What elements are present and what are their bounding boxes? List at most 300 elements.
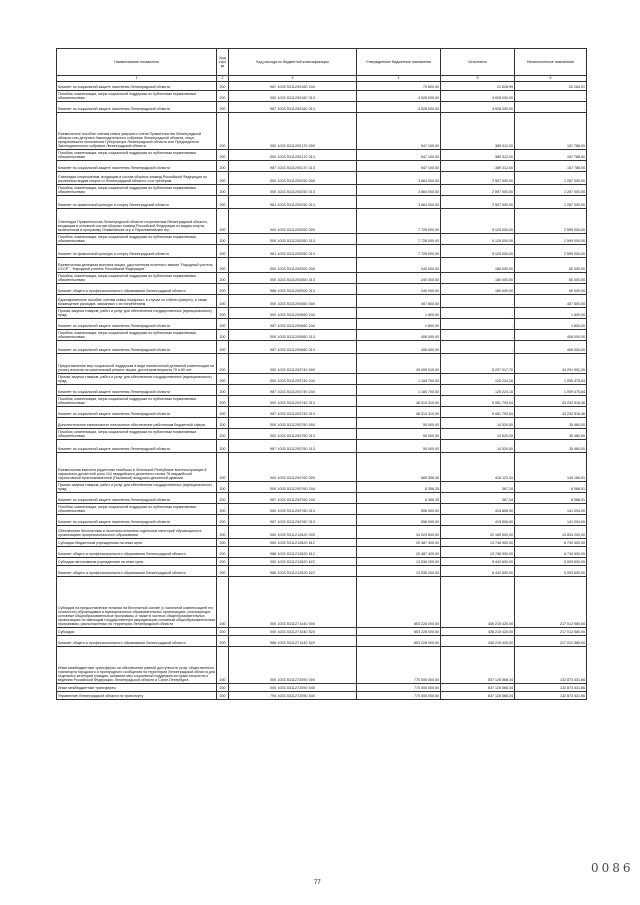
row-line-code: 200 — [217, 429, 229, 440]
row-approved-amount: 770 000 000,00 — [357, 647, 441, 684]
row-executed-amount: 180 000,00 — [441, 273, 515, 284]
row-line-code: 200 — [217, 113, 229, 150]
row-name: Обеспечение бесплатным и льготным питанием отдельных категорий обучающихся в организациях профессионального образования — [57, 526, 217, 539]
row-line-code: 200 — [217, 185, 229, 196]
row-executed-amount: 125 224,16 — [441, 374, 515, 385]
column-number: 3 — [229, 76, 357, 82]
row-approved-amount: 547 100,00 — [357, 113, 441, 150]
row-line-code: 200 — [217, 385, 229, 396]
row-expense-code: 986 1003 5311212620 612 — [229, 547, 357, 558]
column-number: 2 — [217, 76, 229, 82]
row-executed-amount: 8 442 600,00 — [441, 566, 515, 577]
row-unexecuted-amount: 1 059 475,84 — [515, 385, 587, 396]
row-name: Стипендия Правительства Ленинградской области спортсменам Ленинградской области, входящим в основной состав сборных команд Российской Федерации по видам спорта, включенным в программу Олимпийских игр и Паралимпийских игр — [57, 209, 217, 234]
row-expense-code: 000 1003 5311212620 612 — [229, 539, 357, 547]
row-unexecuted-amount: 157 788,00 — [515, 150, 587, 161]
row-name: Дополнительное ежемесячное пенсионное обеспечение работникам бюджетной сферы — [57, 418, 217, 429]
row-executed-amount: 14 520,00 — [441, 418, 515, 429]
row-unexecuted-amount: - — [515, 102, 587, 113]
row-line-code: 200 — [217, 319, 229, 330]
row-unexecuted-amount: 52 284,01 — [515, 82, 587, 91]
table-row — [57, 577, 587, 628]
row-unexecuted-amount: 6 740 500,00 — [515, 547, 587, 558]
row-unexecuted-amount: 132 873 431,66 — [515, 684, 587, 692]
row-approved-amount: 770 000 000,00 — [357, 692, 441, 700]
row-executed-amount: 180 000,00 — [441, 284, 515, 295]
row-approved-amount: 13 536 200,00 — [357, 566, 441, 577]
row-line-code: 200 — [217, 526, 229, 539]
row-line-code: 200 — [217, 295, 229, 308]
row-expense-code: 987 1003 5311200560 313 — [229, 341, 357, 354]
row-name: Комитет по социальной защите населения Ленинградской области — [57, 102, 217, 113]
row-expense-code: 000 1003 5311200740 313 — [229, 396, 357, 407]
row-unexecuted-amount: 8 088,91 — [515, 482, 587, 493]
table-row — [57, 234, 587, 245]
row-name: Пособия, компенсации, меры социальной поддержки по публичным нормативным обязательствам — [57, 330, 217, 341]
table-row — [57, 482, 587, 493]
table-row — [57, 258, 587, 273]
row-unexecuted-amount: 217 012 580,00 — [515, 636, 587, 647]
row-approved-amount: 7 728 000,00 — [357, 245, 441, 258]
row-expense-code: 000 1003 5311200740 244 — [229, 374, 357, 385]
row-line-code: 200 — [217, 515, 229, 526]
row-approved-amount: 50 000,00 — [357, 418, 441, 429]
row-line-code: 200 — [217, 258, 229, 273]
row-approved-amount: 34 023 600,00 — [357, 526, 441, 539]
row-expense-code: 000 1003 5311200170 000 — [229, 113, 357, 150]
row-unexecuted-amount: 43 232 516,46 — [515, 396, 587, 407]
row-executed-amount: 180 000,00 — [441, 258, 515, 273]
row-line-code: 200 — [217, 102, 229, 113]
table-row — [57, 245, 587, 258]
row-name: Комитет по социальной защите населения Ленинградской области — [57, 385, 217, 396]
row-expense-code: 987 1003 5311200560 244 — [229, 319, 357, 330]
table-row — [57, 150, 587, 161]
row-unexecuted-amount: 406 000,00 — [515, 341, 587, 354]
table-row — [57, 539, 587, 547]
row-name: Комитет общего и профессионального образования Ленинградской области — [57, 636, 217, 647]
table-row — [57, 647, 587, 684]
row-executed-amount: 22 189 500,00 — [441, 526, 515, 539]
table-row — [57, 385, 587, 396]
row-expense-code: 986 1003 5311271440 520 — [229, 636, 357, 647]
row-unexecuted-amount: 2 599 000,00 — [515, 234, 587, 245]
row-name: Комитет по социальной защите населения Ленинградской области — [57, 82, 217, 91]
row-expense-code: 000 1003 5311200760 244 — [229, 482, 357, 493]
row-unexecuted-amount: 6 740 500,00 — [515, 539, 587, 547]
row-approved-amount: 73 600,00 — [357, 82, 441, 91]
row-approved-amount: 50 000,00 — [357, 440, 441, 453]
row-expense-code: 000 1003 5311271440 520 — [229, 628, 357, 636]
row-expense-code: 981 1003 5311200250 313 — [229, 196, 357, 209]
row-executed-amount: 125 224,16 — [441, 385, 515, 396]
row-line-code: 200 — [217, 330, 229, 341]
table-row — [57, 526, 587, 539]
row-approved-amount: 565 356,25 — [357, 453, 441, 482]
row-approved-amount: 3 864 000,00 — [357, 196, 441, 209]
row-unexecuted-amount: 217 012 580,00 — [515, 577, 587, 628]
table-row — [57, 396, 587, 407]
row-expense-code: 987 1003 5311200160 313 — [229, 102, 357, 113]
table-row — [57, 493, 587, 504]
row-executed-amount: - — [441, 341, 515, 354]
row-unexecuted-amount: 35 480,00 — [515, 418, 587, 429]
row-expense-code: 000 1003 5311271440 000 — [229, 577, 357, 628]
row-expense-code: 000 1003 5311200750 000 — [229, 418, 357, 429]
row-expense-code: 981 1003 5311200260 313 — [229, 245, 357, 258]
row-line-code: 200 — [217, 308, 229, 319]
row-approved-amount: 653 228 000,00 — [357, 577, 441, 628]
row-executed-amount: 415 806,00 — [441, 504, 515, 515]
row-approved-amount: 4 928 000,00 — [357, 102, 441, 113]
row-line-code: 200 — [217, 396, 229, 407]
row-executed-amount: 5 207 017,70 — [441, 354, 515, 374]
row-executed-amount: 5 081 793,54 — [441, 407, 515, 418]
row-name: Ежемесячное пособие членам семьи умершего члена Правительства Ленинградской области или депутата Законодательного собрания Ленинградской области, лица, прекратившего полномочия Губернатора Ленинградской области или Председателя Законодательного собрания Ленинградской области — [57, 113, 217, 150]
row-unexecuted-amount: 5 093 600,00 — [515, 566, 587, 577]
row-unexecuted-amount: 1 059 475,84 — [515, 374, 587, 385]
row-executed-amount: 13 746 900,00 — [441, 547, 515, 558]
row-expense-code: 000 1003 5311272090 540 — [229, 684, 357, 692]
table-row — [57, 547, 587, 558]
header-unexecuted: Неисполненные назначения — [515, 49, 587, 76]
row-line-code: 200 — [217, 407, 229, 418]
row-approved-amount: 240 000,00 — [357, 258, 441, 273]
header-name: Наименование показателя — [57, 49, 217, 76]
row-line-code: 200 — [217, 209, 229, 234]
row-executed-amount: 637 126 568,34 — [441, 692, 515, 700]
row-line-code: 200 — [217, 539, 229, 547]
row-unexecuted-amount: 60 000,00 — [515, 273, 587, 284]
row-expense-code: 987 1003 5311200740 313 — [229, 407, 357, 418]
row-name: Комитет по физической культуре и спорту Ленинградской области — [57, 245, 217, 258]
row-executed-amount: 4 928 000,00 — [441, 91, 515, 102]
row-expense-code: 987 1003 5311200170 313 — [229, 161, 357, 172]
row-executed-amount: 14 520,00 — [441, 429, 515, 440]
row-expense-code: 986 1003 5311200300 313 — [229, 284, 357, 295]
row-approved-amount: 547 100,00 — [357, 161, 441, 172]
table-row — [57, 330, 587, 341]
row-line-code: 200 — [217, 628, 229, 636]
row-expense-code: 000 1003 5311200170 313 — [229, 150, 357, 161]
column-number: 5 — [441, 76, 515, 82]
row-line-code: 200 — [217, 692, 229, 700]
row-name: Управление Ленинградской области по транспорту — [57, 692, 217, 700]
row-name: Комитет по социальной защите населения Ленинградской области — [57, 515, 217, 526]
table-row — [57, 284, 587, 295]
row-executed-amount: - — [441, 308, 515, 319]
row-name: Комитет по социальной защите населения Ленинградской области — [57, 440, 217, 453]
row-name: Субсидия на предоставление питания на бесплатной основе (с частичной компенсацией его стоимости) обучающимся в муниципальных образовательных организациях, реализующих основные общеобразовательные программы, а также в частных общеобразовательных организациях по имеющим государственную аккредитацию основным общеобразовательным программам, расположенных на территории Ленинградской области — [57, 577, 217, 628]
row-approved-amount: 240 000,00 — [357, 273, 441, 284]
row-executed-amount: 2 597 000,00 — [441, 185, 515, 196]
row-unexecuted-amount: 35 480,00 — [515, 440, 587, 453]
row-expense-code: 000 1003 5311200760 313 — [229, 504, 357, 515]
row-unexecuted-amount: 1 267 000,00 — [515, 172, 587, 185]
row-approved-amount: 556 900,00 — [357, 504, 441, 515]
row-executed-amount: 13 746 900,00 — [441, 539, 515, 547]
row-line-code: 200 — [217, 558, 229, 566]
row-line-code: 200 — [217, 82, 229, 91]
row-executed-amount: 21 628,99 — [441, 82, 515, 91]
header-executed: Исполнено — [441, 49, 515, 76]
table-row — [57, 636, 587, 647]
row-executed-amount: 389 312,00 — [441, 150, 515, 161]
table-row — [57, 453, 587, 482]
row-name: Комитет по физической культуре и спорту Ленинградской области — [57, 196, 217, 209]
row-unexecuted-amount: 43 232 516,46 — [515, 407, 587, 418]
row-expense-code: 987 1003 5311200760 313 — [229, 515, 357, 526]
column-number: 1 — [57, 76, 217, 82]
row-unexecuted-amount: 2 599 000,00 — [515, 209, 587, 234]
table-row — [57, 558, 587, 566]
row-name: Прочая закупка товаров, работ и услуг для обеспечения государственных (муниципальных) нужд — [57, 308, 217, 319]
row-line-code: 200 — [217, 566, 229, 577]
table-row — [57, 319, 587, 330]
row-approved-amount: 1 184 700,00 — [357, 385, 441, 396]
row-expense-code: 987 1003 5311200740 244 — [229, 385, 357, 396]
row-expense-code: 000 1003 5311212620 622 — [229, 558, 357, 566]
row-line-code: 200 — [217, 647, 229, 684]
table-row — [57, 440, 587, 453]
row-approved-amount: 8 356,25 — [357, 482, 441, 493]
row-approved-amount: 3 864 000,00 — [357, 172, 441, 185]
row-line-code: 200 — [217, 91, 229, 102]
row-approved-amount: 556 900,00 — [357, 515, 441, 526]
row-executed-amount: 5 129 000,00 — [441, 245, 515, 258]
page-number: 77 — [314, 880, 321, 886]
row-executed-amount: 367,34 — [441, 482, 515, 493]
table-row — [57, 295, 587, 308]
row-approved-amount: 50 000,00 — [357, 429, 441, 440]
row-line-code: 200 — [217, 245, 229, 258]
row-unexecuted-amount: 132 873 431,66 — [515, 692, 587, 700]
row-unexecuted-amount: 132 873 431,66 — [515, 647, 587, 684]
row-unexecuted-amount: 13 834 200,00 — [515, 526, 587, 539]
row-unexecuted-amount: 35 480,00 — [515, 429, 587, 440]
row-approved-amount: 13 536 200,00 — [357, 558, 441, 566]
row-approved-amount: 770 000 000,00 — [357, 684, 441, 692]
row-unexecuted-amount: 157 788,00 — [515, 161, 587, 172]
row-line-code: 200 — [217, 684, 229, 692]
row-expense-code: 000 1003 5311272090 000 — [229, 647, 357, 684]
row-executed-amount: 4 928 000,00 — [441, 102, 515, 113]
row-unexecuted-amount: 8 088,91 — [515, 493, 587, 504]
table-row — [57, 566, 587, 577]
row-executed-amount: 416 123,34 — [441, 453, 515, 482]
row-unexecuted-amount: 141 094,00 — [515, 515, 587, 526]
row-approved-amount: 8 356,25 — [357, 493, 441, 504]
row-expense-code: 000 1003 5311200750 313 — [229, 429, 357, 440]
header-expense-code: Код расхода по бюджетной классификации — [229, 49, 357, 76]
row-name: Субсидии автономным учреждениям на иные цели — [57, 558, 217, 566]
row-executed-amount: 415 806,00 — [441, 515, 515, 526]
row-unexecuted-amount: 1 267 000,00 — [515, 185, 587, 196]
row-line-code: 200 — [217, 273, 229, 284]
table-row — [57, 374, 587, 385]
row-expense-code: 000 1003 5311200250 000 — [229, 172, 357, 185]
row-approved-amount: 49 499 010,00 — [357, 354, 441, 374]
row-unexecuted-amount: 2 599 000,00 — [515, 245, 587, 258]
row-name: Комитет общего и профессионального образования Ленинградской области — [57, 284, 217, 295]
table-row — [57, 418, 587, 429]
table-row — [57, 354, 587, 374]
row-expense-code: 987 1003 5311200760 244 — [229, 493, 357, 504]
row-approved-amount: 1 184 700,00 — [357, 374, 441, 385]
row-approved-amount: 3 864 000,00 — [357, 185, 441, 196]
row-unexecuted-amount: 406 000,00 — [515, 330, 587, 341]
row-line-code: 200 — [217, 234, 229, 245]
table-row — [57, 185, 587, 196]
row-name: Ежемесячная денежная выплата лицам, удостоенным почетного звания "Народный учитель СССР", "Народный учитель Российской Федерации" — [57, 258, 217, 273]
row-name: Пособия, компенсации, меры социальной поддержки по публичным нормативным обязательствам — [57, 185, 217, 196]
table-row — [57, 684, 587, 692]
row-name: Пособия, компенсации, меры социальной поддержки по публичным нормативным обязательствам — [57, 396, 217, 407]
row-unexecuted-amount: 1 267 000,00 — [515, 196, 587, 209]
row-name: Пособия, компенсации, меры социальной поддержки по публичным нормативным обязательствам — [57, 234, 217, 245]
row-executed-amount: 436 215 420,00 — [441, 577, 515, 628]
row-executed-amount: 367,34 — [441, 493, 515, 504]
row-name: Пособия, компенсации, меры социальной поддержки по публичным нормативным обязательствам — [57, 504, 217, 515]
row-approved-amount: 406 000,00 — [357, 330, 441, 341]
row-name: Субсидии бюджетным учреждениям на иные цели — [57, 539, 217, 547]
row-name: Комитет по социальной защите населения Ленинградской области — [57, 319, 217, 330]
row-unexecuted-amount: 157 788,00 — [515, 113, 587, 150]
row-name: Единовременное пособие членам семьи пожарных, в случае их гибели (смерти), а также возмещение расходов, связанных с их погребением — [57, 295, 217, 308]
row-line-code: 200 — [217, 493, 229, 504]
row-executed-amount: - — [441, 330, 515, 341]
row-executed-amount: - — [441, 319, 515, 330]
row-expense-code: 000 1003 5311200740 000 — [229, 354, 357, 374]
row-expense-code: 000 1003 5311200260 000 — [229, 209, 357, 234]
row-approved-amount: 406 000,00 — [357, 341, 441, 354]
row-name: Комитет общего и профессионального образования Ленинградской области — [57, 566, 217, 577]
row-name: Иные межбюджетные трансферты на обеспечение равной доступности услуг общественного транспорта городского и пригородного сообщения на территории Ленинградской области для отдельных категорий граждан, оказание мер социальной поддержки которым относится к ведению Российской Федерации, Ленинградской области и Санкт-Петербурга — [57, 647, 217, 684]
table-row — [57, 82, 587, 91]
table-row — [57, 504, 587, 515]
row-line-code: 200 — [217, 354, 229, 374]
row-name: Комитет по социальной защите населения Ленинградской области — [57, 493, 217, 504]
row-name: Стипендии спортсменам, входящим в состав сборных команд Российской Федерации по различным видам спорта от Ленинградской области, и их тренерам — [57, 172, 217, 185]
row-expense-code: 000 1003 5311200250 313 — [229, 185, 357, 196]
row-executed-amount: 5 129 000,00 — [441, 234, 515, 245]
row-unexecuted-amount: 60 000,00 — [515, 258, 587, 273]
row-executed-amount: 637 126 568,34 — [441, 647, 515, 684]
row-name: Предоставление мер социальной поддержки в виде ежемесячной денежной компенсации на уплату взносов на капитальный ремонт лицам, достигшим возраста 70 и 80 лет — [57, 354, 217, 374]
row-approved-amount: 240 000,00 — [357, 284, 441, 295]
row-approved-amount: 7 728 000,00 — [357, 209, 441, 234]
row-line-code: 200 — [217, 504, 229, 515]
row-expense-code: 794 1003 5311272090 540 — [229, 692, 357, 700]
row-name: Прочая закупка товаров, работ и услуг для обеспечения государственных (муниципальных) нужд — [57, 374, 217, 385]
row-name: Субсидии — [57, 628, 217, 636]
table-row — [57, 515, 587, 526]
row-unexecuted-amount: 60 000,00 — [515, 284, 587, 295]
row-line-code: 200 — [217, 577, 229, 628]
row-approved-amount: 547 100,00 — [357, 150, 441, 161]
row-approved-amount: 20 487 400,00 — [357, 539, 441, 547]
table-row — [57, 341, 587, 354]
table-row — [57, 692, 587, 700]
row-approved-amount: 20 487 400,00 — [357, 547, 441, 558]
table-row — [57, 407, 587, 418]
table-row — [57, 209, 587, 234]
table-row — [57, 308, 587, 319]
row-executed-amount: 5 081 793,54 — [441, 396, 515, 407]
row-expense-code: 000 1003 5311212620 000 — [229, 526, 357, 539]
row-approved-amount: 653 228 000,00 — [357, 628, 441, 636]
row-approved-amount: 48 314 310,00 — [357, 396, 441, 407]
row-line-code: 200 — [217, 440, 229, 453]
row-line-code: 200 — [217, 547, 229, 558]
row-name: Комитет по социальной защите населения Ленинградской области — [57, 341, 217, 354]
row-unexecuted-amount: 407 800,00 — [515, 295, 587, 308]
row-name: Прочая закупка товаров, работ и услуг для обеспечения государственных (муниципальных) нужд — [57, 482, 217, 493]
row-executed-amount: - — [441, 295, 515, 308]
row-approved-amount: 4 928 000,00 — [357, 91, 441, 102]
row-line-code: 200 — [217, 636, 229, 647]
row-unexecuted-amount: 1 800,00 — [515, 319, 587, 330]
row-expense-code: 000 1003 5311200300 000 — [229, 258, 357, 273]
row-executed-amount: 436 215 420,00 — [441, 636, 515, 647]
row-name: Иные межбюджетные трансферты — [57, 684, 217, 692]
row-executed-amount: 14 520,00 — [441, 440, 515, 453]
row-executed-amount: 389 312,00 — [441, 161, 515, 172]
table-row — [57, 273, 587, 284]
column-number: 4 — [357, 76, 441, 82]
row-unexecuted-amount: 141 094,00 — [515, 504, 587, 515]
row-executed-amount: 389 312,00 — [441, 113, 515, 150]
table-row — [57, 172, 587, 185]
row-unexecuted-amount: 44 291 992,30 — [515, 354, 587, 374]
table-row — [57, 102, 587, 113]
row-line-code: 200 — [217, 196, 229, 209]
row-name: Пособия, компенсации, меры социальной поддержки по публичным нормативным обязательствам — [57, 91, 217, 102]
header-row — [57, 49, 587, 76]
row-approved-amount: 1 800,00 — [357, 319, 441, 330]
header-line-code: Код стро ки — [217, 49, 229, 76]
row-line-code: 200 — [217, 374, 229, 385]
table-row — [57, 113, 587, 150]
row-expense-code: 986 1003 5311212620 622 — [229, 566, 357, 577]
row-line-code: 200 — [217, 453, 229, 482]
header-approved: Утвержденные бюджетные назначения — [357, 49, 441, 76]
row-unexecuted-amount: 149 180,91 — [515, 453, 587, 482]
row-approved-amount: 653 228 000,00 — [357, 636, 441, 647]
row-name: Комитет общего и профессионального образования Ленинградской области — [57, 547, 217, 558]
row-name: Комитет по социальной защите населения Ленинградской области — [57, 161, 217, 172]
row-name: Пособия, компенсации, меры социальной поддержки по публичным нормативным обязательствам — [57, 429, 217, 440]
row-executed-amount: 8 442 600,00 — [441, 558, 515, 566]
row-unexecuted-amount: 5 093 600,00 — [515, 558, 587, 566]
table-row — [57, 91, 587, 102]
row-line-code: 200 — [217, 284, 229, 295]
row-executed-amount: 2 597 000,00 — [441, 196, 515, 209]
row-expense-code: 000 1003 5311200560 000 — [229, 295, 357, 308]
row-expense-code: 000 1003 5311200560 244 — [229, 308, 357, 319]
row-line-code: 200 — [217, 341, 229, 354]
row-unexecuted-amount: - — [515, 91, 587, 102]
row-expense-code: 987 1003 5311200160 244 — [229, 82, 357, 91]
budget-execution-table — [56, 48, 586, 700]
table-row — [57, 429, 587, 440]
row-approved-amount: 407 800,00 — [357, 295, 441, 308]
row-approved-amount: 48 314 310,00 — [357, 407, 441, 418]
row-name: Пособия, компенсации, меры социальной поддержки по публичным нормативным обязательствам — [57, 150, 217, 161]
row-expense-code: 000 1003 5311200560 313 — [229, 330, 357, 341]
archive-stamp-number: 0086 — [591, 861, 634, 875]
column-number: 6 — [515, 76, 587, 82]
